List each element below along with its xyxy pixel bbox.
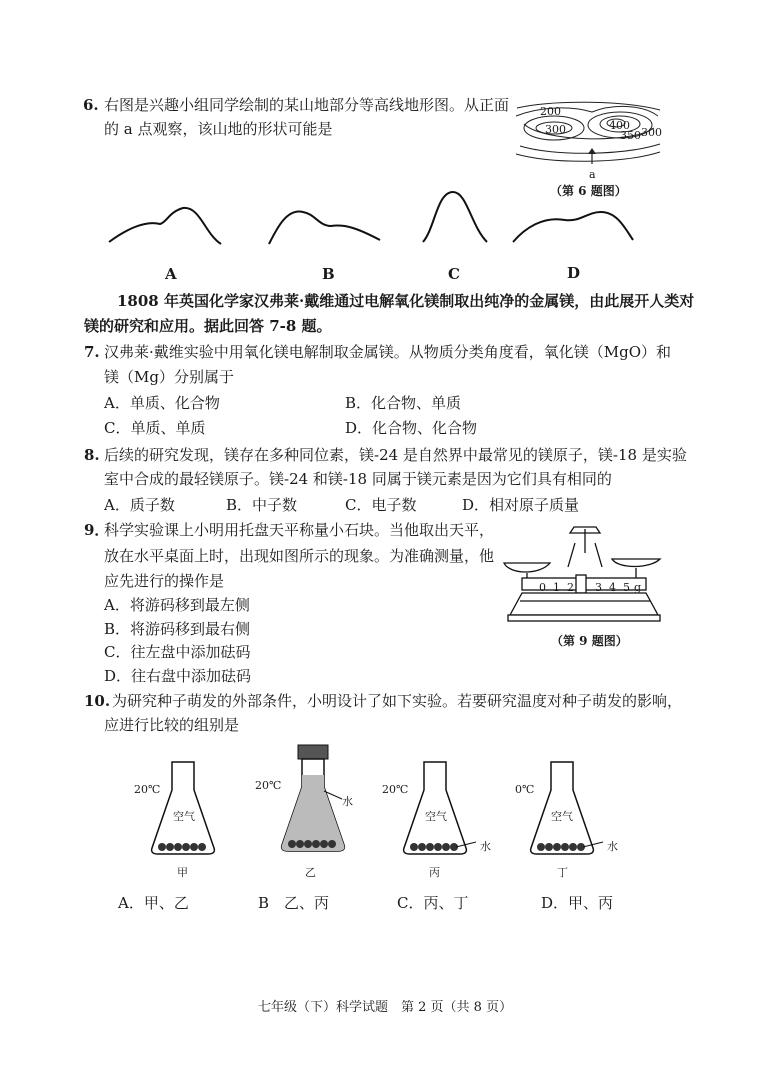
shape-c-profile [423,192,487,242]
shape-d-profile [513,212,633,242]
flask-yi-name: 乙 [305,866,316,879]
q7-option-c[interactable]: C．单质、单质 [104,419,206,437]
q9-text-line3: 应先进行的操作是 [104,572,225,590]
q7-number: 7. [84,343,100,361]
q9-text-line2: 放在水平桌面上时，出现如图所示的现象。为准确测量，他 [104,547,495,565]
scale-number-5: 5 [623,581,630,594]
q9-option-a[interactable]: A．将游码移到最左侧 [104,596,250,614]
scale-number-2: 2 [567,581,574,594]
flask-yi-temp: 20℃ [255,779,282,792]
q6-option-c[interactable]: C [448,265,460,283]
intro-line1: 1808 年英国化学家汉弗莱·戴维通过电解氧化镁制取出纯净的金属镁，由此展开人类对 [117,292,695,310]
scale-number-1: 1 [553,581,560,594]
flask-bing-water-label: 水 [480,840,491,853]
scale-unit: g [634,581,642,594]
q7-text-line2: 镁（Mg）分别属于 [104,368,234,386]
q10-text-line1: 为研究种子萌发的外部条件，小明设计了如下实验。若要研究温度对种子萌发的影响， [112,692,683,710]
flask-bing-name: 丙 [429,866,440,879]
q6-option-d[interactable]: D [567,264,581,282]
contour-label-300: 300 [545,123,566,136]
q6-text-line1: 右图是兴趣小组同学绘制的某山地部分等高线地形图。从正面 [104,96,510,114]
q8-option-b[interactable]: B．中子数 [226,496,298,514]
scale-number-3: 3 [595,581,602,594]
flask-jia-air-label: 空气 [173,810,195,823]
scale-number-4: 4 [609,581,616,594]
intro-line2: 镁的研究和应用。据此回答 7-8 题。 [84,317,332,335]
q10-option-a[interactable]: A．甲、乙 [118,894,189,912]
q7-option-d[interactable]: D．化合物、化合物 [345,419,478,437]
q6-option-a[interactable]: A [165,265,177,283]
q7-option-b[interactable]: B．化合物、单质 [345,394,462,412]
flask-bing-air-label: 空气 [425,810,447,823]
q10-option-d[interactable]: D．甲、丙 [541,894,614,912]
q9-option-c[interactable]: C．往左盘中添加砝码 [104,643,251,661]
point-a-label: a [589,168,596,181]
q7-text-line1: 汉弗莱·戴维实验中用氧化镁电解制取金属镁。从物质分类角度看，氧化镁（MgO）和 [104,343,672,361]
scale-number-0: 0 [539,581,546,594]
q9-number: 9． [84,521,110,539]
q10-number: 10. [84,692,111,710]
flask-yi-water-label: 水 [342,795,353,808]
q6-number: 6. [83,96,99,114]
q8-option-c[interactable]: C．电子数 [345,496,417,514]
q6-option-shapes [105,192,635,252]
q7-option-a[interactable]: A．单质、化合物 [104,394,220,412]
flask-jia-name: 甲 [177,866,188,879]
contour-label-200: 200 [540,105,561,118]
flask-ding-water-label: 水 [607,840,618,853]
q6-text-line2: 的 a 点观察，该山地的形状可能是 [104,120,333,138]
q6-option-b[interactable]: B [322,265,335,283]
shape-a-profile [109,208,221,244]
contour-label-300b: 300 [641,126,662,139]
flask-yi [278,745,348,857]
flask-bing-temp: 20℃ [382,783,409,796]
q9-fig-caption: （第 9 题图） [551,634,628,648]
flask-ding-temp: 0℃ [515,783,535,796]
flask-ding-air-label: 空气 [551,810,573,823]
q9-option-d[interactable]: D．往右盘中添加砝码 [104,667,252,685]
q8-option-a[interactable]: A．质子数 [104,496,175,514]
q8-text-line1: 后续的研究发现，镁存在多种同位素，镁-24 是自然界中最常见的镁原子，镁-18 是实验 [104,446,687,464]
q8-text-line2: 室中合成的最轻镁原子。镁-24 和镁-18 同属于镁元素是因为它们具有相同的 [104,470,612,488]
q6-fig-caption: （第 6 题图） [550,184,627,198]
q10-text-line2: 应进行比较的组别是 [104,716,240,734]
q9-text-line1: 科学实验课上小明用托盘天平称量小石块。当他取出天平， [104,521,495,539]
contour-label-350: 350 [620,129,641,142]
q8-option-d[interactable]: D．相对原子质量 [462,496,580,514]
q9-option-b[interactable]: B．将游码移到最右侧 [104,620,251,638]
contour-label-400: 400 [609,119,630,132]
q10-option-c[interactable]: C．丙、丁 [397,894,469,912]
shape-b-profile [269,211,380,244]
balance-scale-figure [500,523,670,628]
flask-jia-temp: 20℃ [134,783,161,796]
q8-number: 8. [84,446,100,464]
flask-ding-name: 丁 [557,866,568,879]
q10-option-b[interactable]: B 乙、丙 [258,894,330,912]
page-footer: 七年级（下）科学试题 第 2 页（共 8 页） [258,1000,513,1015]
